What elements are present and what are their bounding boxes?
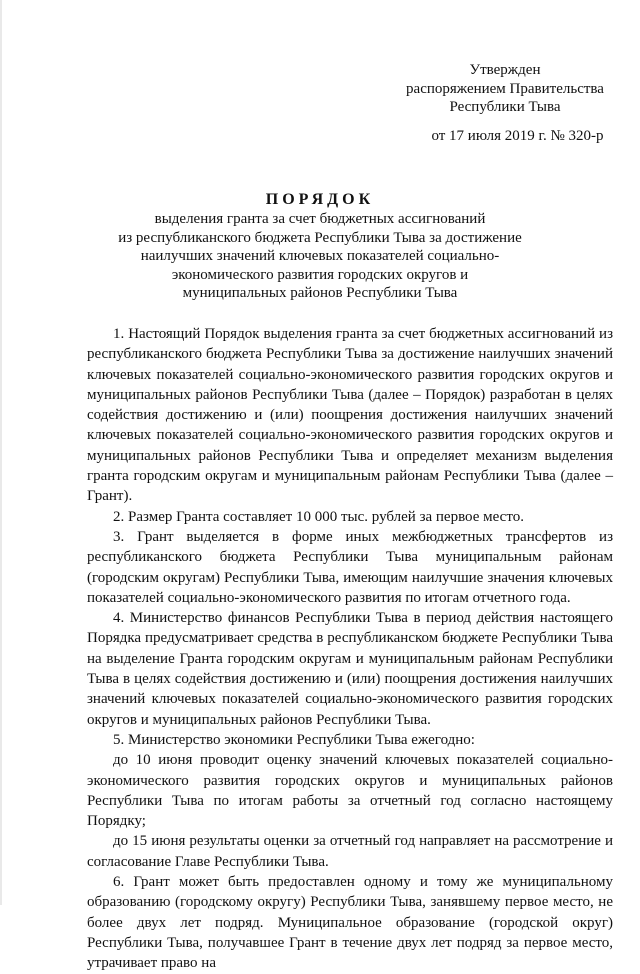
subtitle-line: экономического развития городских округов и bbox=[171, 266, 469, 283]
paragraph-2: 2. Размер Гранта составляет 10 000 тыс. рублей за первое место. bbox=[113, 508, 524, 525]
paragraph-3: 3. Грант выделяется в форме иных межбюджетных трансфертов из республиканского бюджета Республики Тыва муниципальным районам (городским округам) Республики Тыва, имеющим наилучшие значения ключевых показателей социально-экономического развития по итогам отчетного года. bbox=[87, 528, 613, 606]
subtitle-line: выделения гранта за счет бюджетных ассигнований bbox=[154, 211, 486, 227]
document-title: ПОРЯДОК bbox=[265, 191, 375, 208]
paragraph-4: 4. Министерство финансов Республики Тыва в период действия настоящего Порядка предусматривает средства в республиканском бюджете Республики Тыва на выделение Гранта городским округам и муниципальным районам Республики Тыва в целях содействия достижению и (или) поощрения достижения наилучших значений ключевых показателей социально-экономического развития городских округов и муниципальных районов Республики Тыва. bbox=[87, 610, 613, 728]
approval-date: от 17 июля 2019 г. № 320-р bbox=[431, 128, 604, 144]
paragraph-5-item-1: до 10 июня проводит оценку значений ключевых показателей социально-экономического развития городских округов и муниципальных районов Республики Тыва по итогам работы за отчетный год согласно настоящему Порядку; bbox=[87, 752, 613, 830]
approval-line-2: распоряжением Правительства bbox=[406, 80, 604, 97]
scan-edge bbox=[0, 0, 2, 905]
document-body bbox=[87, 324, 613, 974]
paragraph-6: 6. Грант может быть предоставлен одному и тому же муниципальному образованию (городскому округу) Республики Тыва, занявшему первое место, не более двух лет подряд. Муниципальное образование (городской округ) Республики Тыва, получавшее Грант в течение двух лет подряд за первое место, утрачивает право на bbox=[87, 874, 613, 972]
paragraph-5: 5. Министерство экономики Республики Тыва ежегодно: bbox=[113, 731, 475, 748]
document-subtitle bbox=[95, 210, 545, 303]
subtitle-line: муниципальных районов Республики Тыва bbox=[182, 285, 458, 301]
approval-line-3: Республики Тыва bbox=[449, 99, 561, 115]
subtitle-line: наилучших значений ключевых показателей социально- bbox=[140, 248, 500, 264]
paragraph-1: 1. Настоящий Порядок выделения гранта за счет бюджетных ассигнований из республиканского бюджета Республики Тыва за достижение наилучших значений ключевых показателей социально-экономического развития городских округов и муниципальных районов Республики Тыва (далее – Порядок) разработан в целях содействия достижению и (или) поощрения достижения наилучших значений ключевых показателей социально-экономического развития городских округов и муниципальных районов Республики Тыва и определяет механизм выделения гранта городским округам и муниципальным районам Республики Тыва (далее – Грант). bbox=[87, 326, 613, 505]
subtitle-line: из республиканского бюджета Республики Тыва за достижение bbox=[118, 229, 522, 246]
approval-block bbox=[385, 61, 625, 117]
paragraph-5-item-2: до 15 июня результаты оценки за отчетный год направляет на рассмотрение и согласование Главе Республики Тыва. bbox=[87, 833, 613, 870]
approval-line-1: Утвержден bbox=[469, 62, 541, 78]
